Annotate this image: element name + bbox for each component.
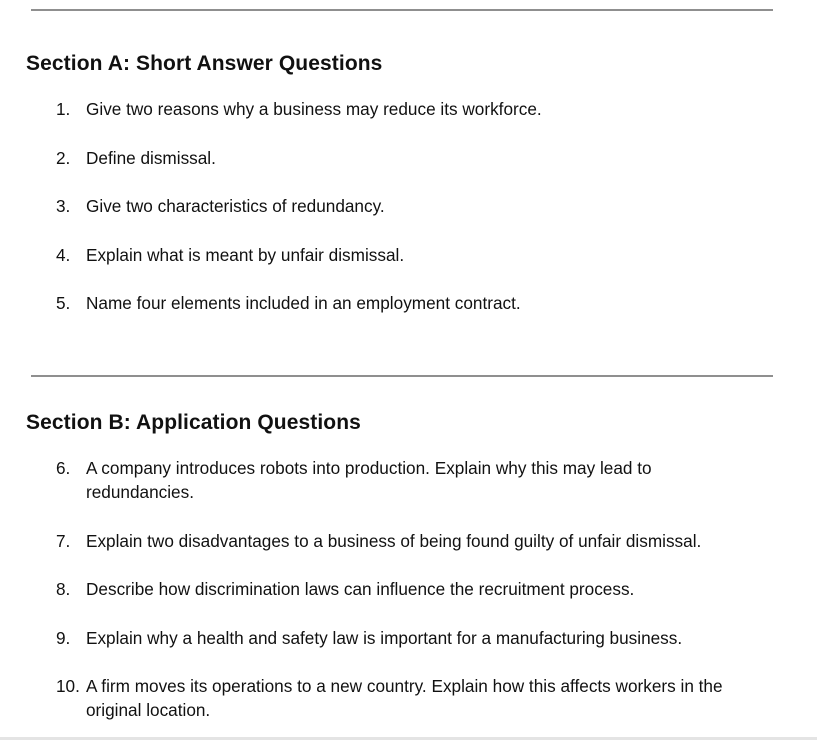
question-item [56, 674, 772, 722]
question-number: 2. [56, 148, 71, 168]
question-text: Give two characteristics of redundancy. [86, 196, 385, 216]
question-item [56, 146, 786, 170]
question-number: 10. [56, 676, 80, 696]
question-item [56, 194, 786, 218]
question-number: 4. [56, 245, 71, 265]
question-text: A company introduces robots into production. Explain why this may lead to redundancies. [86, 458, 652, 502]
question-text: Describe how discrimination laws can influence the recruitment process. [86, 579, 635, 599]
question-text: Explain two disadvantages to a business of being found guilty of unfair dismissal. [86, 531, 702, 551]
question-item [56, 291, 786, 315]
question-number: 8. [56, 579, 71, 599]
section-a-title: Section A: Short Answer Questions [26, 52, 383, 75]
question-number: 6. [56, 458, 71, 478]
question-item [56, 456, 716, 504]
question-text: Explain what is meant by unfair dismissal. [86, 245, 405, 265]
top-divider [31, 9, 773, 11]
question-number: 9. [56, 628, 71, 648]
question-item [56, 626, 786, 650]
question-item [56, 97, 786, 121]
question-text: Explain why a health and safety law is important for a manufacturing business. [86, 628, 683, 648]
question-item [56, 243, 786, 267]
question-text: Define dismissal. [86, 148, 216, 168]
question-number: 3. [56, 196, 71, 216]
question-text: A firm moves its operations to a new country. Explain how this affects workers in the original location. [86, 676, 723, 720]
section-b-title: Section B: Application Questions [26, 411, 361, 434]
question-item [56, 529, 786, 553]
question-number: 7. [56, 531, 71, 551]
question-text: Name four elements included in an employment contract. [86, 293, 521, 313]
question-text: Give two reasons why a business may reduce its workforce. [86, 99, 542, 119]
question-number: 5. [56, 293, 71, 313]
section-divider [31, 375, 773, 377]
question-item [56, 577, 786, 601]
question-number: 1. [56, 99, 71, 119]
